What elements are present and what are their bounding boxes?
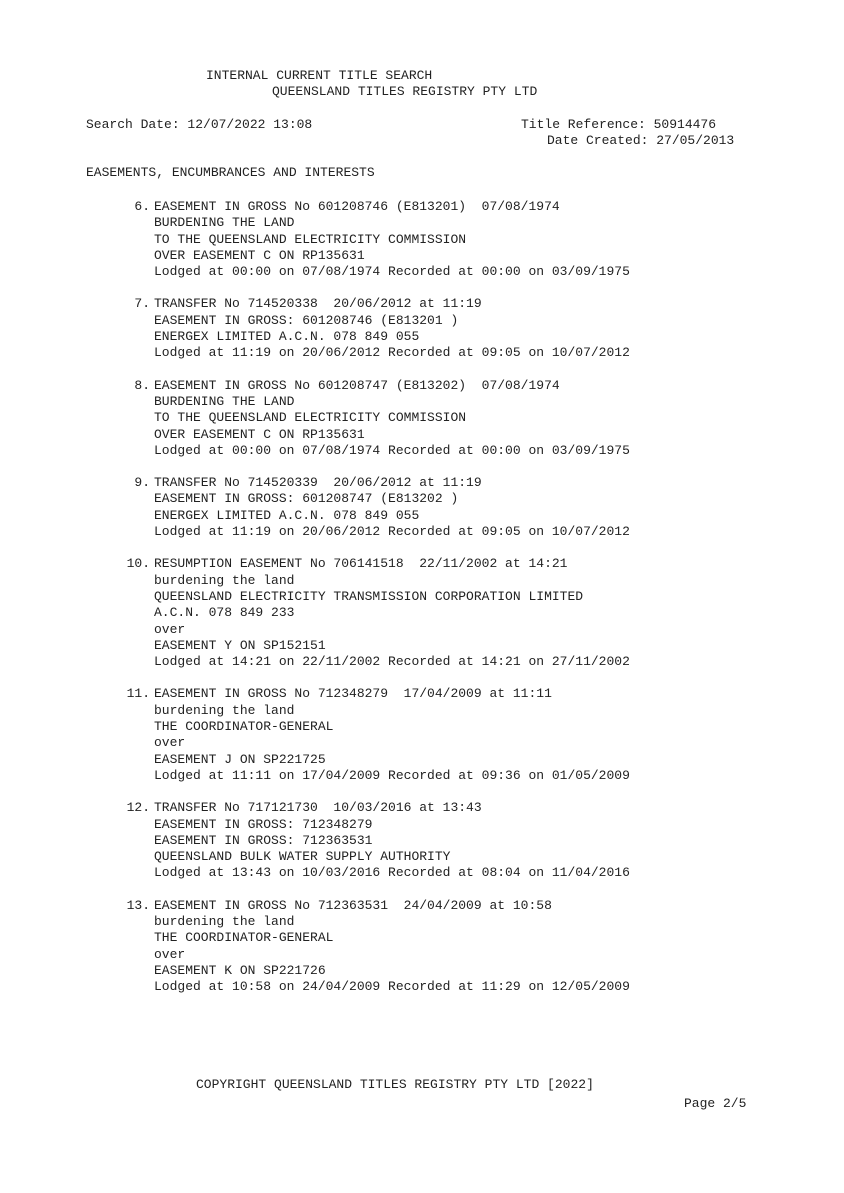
- entry-item: [0, 686, 844, 784]
- entry-line: EASEMENT Y ON SP152151: [154, 637, 326, 653]
- entry-item: [0, 475, 844, 540]
- entry-number: 7.: [134, 296, 150, 312]
- entry-number: 12.: [126, 800, 150, 816]
- entry-line: QUEENSLAND BULK WATER SUPPLY AUTHORITY: [154, 849, 451, 865]
- entry-number: 11.: [126, 686, 150, 702]
- entry-item: [0, 378, 844, 459]
- entry-line: Lodged at 14:21 on 22/11/2002 Recorded at 14:21 on 27/11/2002: [154, 654, 630, 670]
- entry-number: 9.: [134, 475, 150, 491]
- entry-line: over: [154, 621, 186, 637]
- entry-line: over: [154, 735, 186, 751]
- title-reference: Title Reference: 50914476: [521, 117, 717, 132]
- entry-line: over: [154, 946, 186, 962]
- entry-line: burdening the land: [154, 702, 295, 718]
- entry-line: burdening the land: [154, 572, 295, 588]
- entry-line: burdening the land: [154, 913, 295, 929]
- entry-line: A.C.N. 078 849 233: [154, 605, 295, 621]
- entries-list: [0, 199, 844, 1011]
- entry-line: EASEMENT IN GROSS No 601208746 (E813201) 07/08/1974: [154, 199, 560, 214]
- entry-line: EASEMENT IN GROSS: 712348279: [154, 816, 373, 832]
- entry-line: TO THE QUEENSLAND ELECTRICITY COMMISSION: [154, 231, 467, 247]
- entry-line: TRANSFER No 717121730 10/03/2016 at 13:43: [154, 800, 482, 816]
- entry-line: EASEMENT K ON SP221726: [154, 962, 326, 978]
- entry-line: EASEMENT J ON SP221725: [154, 751, 326, 767]
- entry-item: [0, 199, 844, 280]
- entry-line: Lodged at 10:58 on 24/04/2009 Recorded at 11:29 on 12/05/2009: [154, 979, 630, 995]
- section-title: EASEMENTS, ENCUMBRANCES AND INTERESTS: [86, 165, 375, 180]
- entry-number: 8.: [134, 377, 150, 393]
- entry-line: Lodged at 00:00 on 07/08/1974 Recorded at 00:00 on 03/09/1975: [154, 264, 630, 280]
- search-date: Search Date: 12/07/2022 13:08: [86, 117, 313, 132]
- date-created: Date Created: 27/05/2013: [547, 133, 735, 148]
- entry-line: RESUMPTION EASEMENT No 706141518 22/11/2002 at 14:21: [154, 556, 568, 572]
- entry-line: EASEMENT IN GROSS No 601208747 (E813202) 07/08/1974: [154, 377, 560, 393]
- entry-item: [0, 898, 844, 996]
- entry-number: 6.: [134, 199, 150, 214]
- entry-line: ENERGEX LIMITED A.C.N. 078 849 055: [154, 507, 420, 523]
- entry-line: Lodged at 11:11 on 17/04/2009 Recorded at 09:36 on 01/05/2009: [154, 767, 630, 783]
- entry-line: OVER EASEMENT C ON RP135631: [154, 426, 365, 442]
- entry-line: THE COORDINATOR-GENERAL: [154, 719, 334, 735]
- entry-line: BURDENING THE LAND: [154, 393, 295, 409]
- entry-line: QUEENSLAND ELECTRICITY TRANSMISSION CORPORATION LIMITED: [154, 588, 584, 604]
- registry-name: QUEENSLAND TITLES REGISTRY PTY LTD: [272, 84, 538, 99]
- entry-number: 13.: [126, 897, 150, 913]
- entry-item: [0, 556, 844, 670]
- entry-number: 10.: [126, 556, 150, 572]
- entry-line: EASEMENT IN GROSS No 712348279 17/04/2009 at 11:11: [154, 686, 552, 702]
- entry-line: Lodged at 00:00 on 07/08/1974 Recorded at 00:00 on 03/09/1975: [154, 442, 630, 458]
- entry-item: [0, 800, 844, 881]
- entry-item: [0, 296, 844, 361]
- entry-line: THE COORDINATOR-GENERAL: [154, 930, 334, 946]
- entry-line: BURDENING THE LAND: [154, 215, 295, 231]
- entry-line: OVER EASEMENT C ON RP135631: [154, 247, 365, 263]
- entry-line: Lodged at 11:19 on 20/06/2012 Recorded at 09:05 on 10/07/2012: [154, 524, 630, 540]
- entry-line: TO THE QUEENSLAND ELECTRICITY COMMISSION: [154, 410, 467, 426]
- copyright-footer: COPYRIGHT QUEENSLAND TITLES REGISTRY PTY LTD [2022]: [196, 1077, 594, 1092]
- entry-line: ENERGEX LIMITED A.C.N. 078 849 055: [154, 329, 420, 345]
- page-number: Page 2/5: [684, 1096, 747, 1111]
- entry-line: Lodged at 13:43 on 10/03/2016 Recorded at 08:04 on 11/04/2016: [154, 865, 630, 881]
- entry-line: EASEMENT IN GROSS: 601208746 (E813201 ): [154, 312, 459, 328]
- entry-line: EASEMENT IN GROSS No 712363531 24/04/2009 at 10:58: [154, 897, 552, 913]
- entry-line: Lodged at 11:19 on 20/06/2012 Recorded at 09:05 on 10/07/2012: [154, 345, 630, 361]
- entry-line: TRANSFER No 714520339 20/06/2012 at 11:19: [154, 475, 482, 491]
- entry-line: EASEMENT IN GROSS: 712363531: [154, 832, 373, 848]
- entry-line: TRANSFER No 714520338 20/06/2012 at 11:19: [154, 296, 482, 312]
- document-title: INTERNAL CURRENT TITLE SEARCH: [206, 68, 433, 83]
- entry-line: EASEMENT IN GROSS: 601208747 (E813202 ): [154, 491, 459, 507]
